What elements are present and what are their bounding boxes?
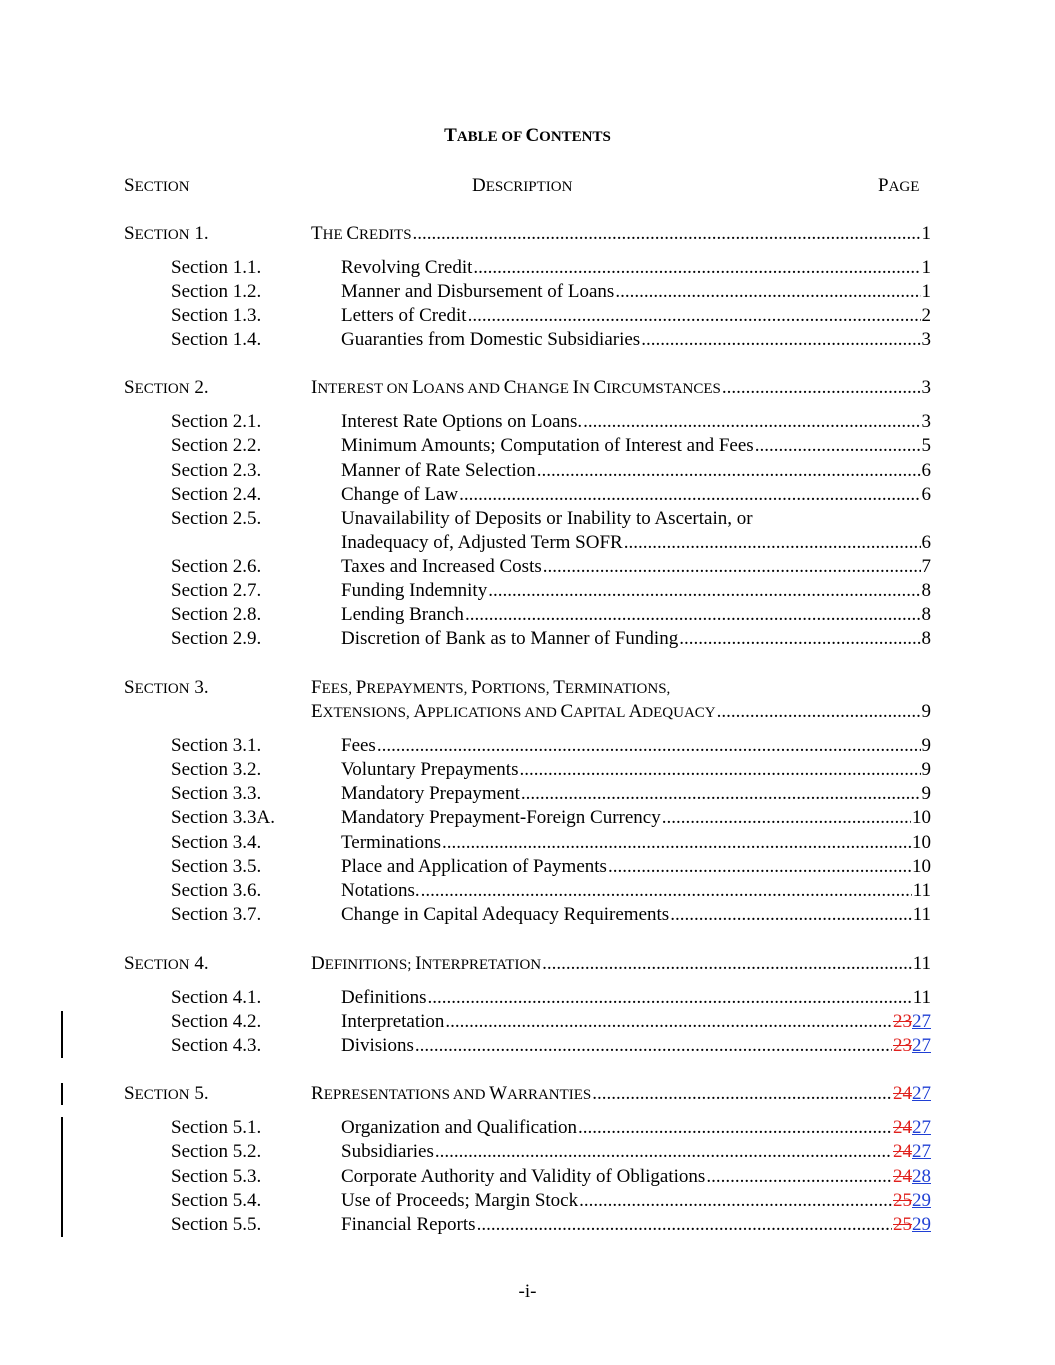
page-number: [913, 880, 931, 902]
subsection-row: [341, 1035, 931, 1057]
subsection-row: [341, 484, 931, 506]
section-number-rest: ECTION: [134, 1087, 190, 1103]
section-title-part: C: [593, 377, 607, 398]
subsection-title: Divisions: [341, 1035, 414, 1056]
page-value: 8: [921, 580, 931, 601]
section-title-part: I: [572, 377, 579, 398]
dot-leader: [488, 580, 920, 602]
subsection-row: [341, 759, 931, 781]
subsection-label: Section 5.3.: [171, 1166, 262, 1187]
subsection-label: Section 5.5.: [171, 1214, 262, 1235]
page-value: 3: [921, 377, 931, 398]
section-number-rest: ECTION: [134, 681, 190, 697]
dot-leader: [679, 628, 920, 650]
subsection-row: [341, 783, 931, 805]
subsection-title: Manner and Disbursement of Loans: [341, 281, 615, 302]
subsection-title: Guaranties from Domestic Subsidiaries: [341, 329, 641, 350]
dot-leader: [583, 411, 920, 433]
subsection-row: [341, 1117, 931, 1139]
page-value: 8: [921, 628, 931, 649]
dot-leader: [670, 904, 912, 926]
subsection-label: Section 3.3A.: [171, 807, 275, 828]
dot-leader: [465, 604, 921, 626]
subsection-row: [341, 556, 931, 578]
section-title-part: NTERPRETATION: [421, 957, 542, 973]
subsection-label: Section 3.6.: [171, 880, 262, 901]
subsection-row: [341, 329, 931, 351]
section-title-part: ARRANTIES: [507, 1087, 592, 1103]
subsection-label: Section 5.4.: [171, 1190, 262, 1211]
page-number: [893, 1035, 931, 1057]
page-number: [922, 460, 932, 482]
dot-leader: [442, 832, 911, 854]
page-value: 10: [912, 807, 931, 828]
section-title-part: EES,: [321, 681, 356, 697]
subsection-row: [341, 604, 931, 626]
page-value: 3: [921, 329, 931, 350]
subsection-label: Section 2.8.: [171, 604, 262, 625]
dot-leader: [435, 1141, 892, 1163]
page-number: [893, 1117, 931, 1139]
page-number: [893, 1214, 931, 1236]
subsection-label: Section 1.1.: [171, 257, 262, 278]
page-value: 9: [921, 701, 931, 722]
subsection-title: Funding Indemnity: [341, 580, 488, 601]
subsection-row: [341, 628, 931, 650]
section-title-row: [311, 953, 931, 975]
section-number-value: 2.: [189, 377, 209, 398]
inserted-page-number: 27: [912, 1011, 931, 1032]
subsection-row: [341, 1166, 931, 1188]
page-value: 8: [921, 604, 931, 625]
page-value: 6: [921, 484, 931, 505]
subsection-label: Section 3.5.: [171, 856, 262, 877]
page-number: [922, 701, 932, 723]
page-number: [922, 435, 932, 457]
subsection-title: Place and Application of Payments: [341, 856, 607, 877]
subsection-label: Section 5.2.: [171, 1141, 262, 1162]
subsection-row: [341, 987, 931, 1009]
section-number: [124, 1083, 209, 1105]
section-title-part: C: [346, 223, 360, 244]
page-value: 1: [921, 281, 931, 302]
page-number: [922, 759, 932, 781]
dot-leader: [445, 1011, 892, 1033]
dot-leader: [473, 257, 920, 279]
subsection-row: [341, 1214, 931, 1236]
column-header-section: SECTION: [124, 175, 190, 196]
page-number: [922, 305, 932, 327]
subsection-row: [341, 305, 931, 327]
section-title: [311, 223, 412, 245]
section-number-rest: ECTION: [134, 381, 190, 397]
subsection-label: Section 1.4.: [171, 329, 262, 350]
dot-leader: [428, 987, 912, 1009]
page-number: [912, 832, 931, 854]
deleted-page-number: 24: [893, 1166, 912, 1187]
section-title-part: T: [311, 223, 323, 244]
section-title-part: I: [415, 953, 422, 974]
section-title-part: APITAL: [573, 705, 629, 721]
subsection-row: [341, 856, 931, 878]
section-title-part: C: [560, 701, 574, 722]
page-number: [922, 329, 932, 351]
section-title-part: HANGE: [516, 381, 573, 397]
page-number-footer: -i-: [518, 1281, 537, 1302]
dot-leader: [543, 556, 921, 578]
section-title-part: PPLICATIONS AND: [427, 705, 561, 721]
section-title-part: P: [355, 677, 367, 698]
dot-leader: [641, 329, 920, 351]
section-title-part: EFINITIONS;: [324, 957, 416, 973]
subsection-title: Use of Proceeds; Margin Stock: [341, 1190, 579, 1211]
section-number-value: 1.: [189, 223, 209, 244]
page-value: 9: [921, 759, 931, 780]
section-title-part: N: [578, 381, 594, 397]
subsection-title: Revolving Credit: [341, 257, 473, 278]
dot-leader: [578, 1117, 892, 1139]
section-title-part: E: [311, 701, 323, 722]
subsection-label: Section 2.5.: [171, 508, 262, 529]
page-number: [893, 1083, 931, 1105]
change-bar: [61, 1083, 63, 1105]
subsection-row: [341, 832, 931, 854]
dot-leader: [706, 1166, 892, 1188]
subsection-row: [341, 1190, 931, 1212]
dot-leader: [459, 484, 920, 506]
toc-title: TABLE OF CONTENTS: [444, 125, 611, 146]
subsection-row: [341, 435, 931, 457]
page-number: [893, 1190, 931, 1212]
page-value: 7: [921, 556, 931, 577]
subsection-title: Corporate Authority and Validity of Obligations: [341, 1166, 706, 1187]
page-value: 6: [921, 460, 931, 481]
page-value: 9: [921, 735, 931, 756]
subsection-title: Inadequacy of, Adjusted Term SOFR: [341, 532, 623, 553]
deleted-page-number: 25: [893, 1190, 912, 1211]
section-title-part: P: [471, 677, 482, 698]
subsection-title: Minimum Amounts; Computation of Interest and Fees: [341, 435, 754, 456]
section-title-part: A: [628, 701, 643, 722]
dot-leader: [542, 953, 912, 975]
section-number-initial: S: [124, 377, 135, 398]
subsection-title: Interest Rate Options on Loans.: [341, 411, 583, 432]
section-number: [124, 953, 209, 975]
subsection-title: Mandatory Prepayment: [341, 783, 520, 804]
subsection-label: Section 3.7.: [171, 904, 262, 925]
subsection-label: Section 2.1.: [171, 411, 262, 432]
page-value: 11: [912, 987, 931, 1008]
subsection-title: Mandatory Prepayment-Foreign Currency: [341, 807, 661, 828]
section-title: [311, 701, 716, 723]
page-number: [913, 904, 931, 926]
page-number: [922, 628, 932, 650]
subsection-row: [341, 580, 931, 602]
section-number-initial: S: [124, 1083, 135, 1104]
deleted-page-number: 25: [893, 1214, 912, 1235]
page-number: [922, 281, 932, 303]
section-number-initial: S: [124, 953, 135, 974]
subsection-row: [341, 735, 931, 757]
page-number: [922, 411, 932, 433]
dot-leader: [477, 1214, 892, 1236]
section-title-part: I: [311, 377, 318, 398]
change-bar: [61, 1117, 63, 1237]
inserted-page-number: 27: [912, 1117, 931, 1138]
subsection-title: Manner of Rate Selection: [341, 460, 536, 481]
subsection-row: [341, 904, 931, 926]
dot-leader: [755, 435, 921, 457]
section-number-value: 5.: [189, 1083, 209, 1104]
page-value: 3: [921, 411, 931, 432]
page-value: 10: [912, 856, 931, 877]
page-value: 11: [912, 904, 931, 925]
subsection-row: [341, 460, 931, 482]
subsection-title: Financial Reports: [341, 1214, 476, 1235]
section-number: [124, 377, 209, 399]
subsection-title: Organization and Qualification: [341, 1117, 578, 1138]
subsection-row: [341, 532, 931, 554]
inserted-page-number: 27: [912, 1035, 931, 1056]
section-title-part: F: [311, 677, 322, 698]
section-title-row: [311, 223, 931, 245]
inserted-page-number: 27: [912, 1141, 931, 1162]
subsection-title-line: Unavailability of Deposits or Inability to Ascertain, or: [341, 508, 753, 529]
page-value: 5: [921, 435, 931, 456]
dot-leader: [722, 377, 921, 399]
subsection-title: Change of Law: [341, 484, 459, 505]
dot-leader: [717, 701, 921, 723]
subsection-title: Notations.: [341, 880, 420, 901]
section-title-part: C: [503, 377, 517, 398]
section-title-row: [311, 1083, 931, 1105]
subsection-row: [341, 807, 931, 829]
page-number: [912, 856, 931, 878]
subsection-title: Subsidiaries: [341, 1141, 434, 1162]
subsection-label: Section 4.2.: [171, 1011, 262, 1032]
dot-leader: [415, 1035, 892, 1057]
deleted-page-number: 24: [893, 1083, 912, 1104]
subsection-row: [341, 281, 931, 303]
dot-leader: [662, 807, 911, 829]
section-title-part: EPRESENTATIONS AND: [323, 1087, 490, 1103]
subsection-title: Terminations: [341, 832, 441, 853]
section-number-rest: ECTION: [134, 957, 190, 973]
subsection-row: [341, 1141, 931, 1163]
subsection-title: Change in Capital Adequacy Requirements: [341, 904, 670, 925]
subsection-label: Section 1.2.: [171, 281, 262, 302]
page-number: [922, 223, 932, 245]
inserted-page-number: 29: [912, 1214, 931, 1235]
deleted-page-number: 24: [893, 1141, 912, 1162]
subsection-label: Section 2.2.: [171, 435, 262, 456]
page-value: 6: [921, 532, 931, 553]
subsection-row: [341, 880, 931, 902]
page-number: [922, 257, 932, 279]
section-title-part: REPAYMENTS,: [366, 681, 472, 697]
section-title-part: DEQUACY: [642, 705, 716, 721]
page-value: 1: [921, 257, 931, 278]
page-number: [913, 953, 931, 975]
section-title-part: W: [489, 1083, 508, 1104]
page-number: [893, 1141, 931, 1163]
subsection-title: Definitions: [341, 987, 427, 1008]
subsection-row: [341, 1011, 931, 1033]
page-value: 11: [912, 880, 931, 901]
dot-leader: [468, 305, 921, 327]
page-number: [922, 532, 932, 554]
section-title-line: [311, 677, 670, 699]
subsection-label: Section 4.1.: [171, 987, 262, 1008]
page-value: 10: [912, 832, 931, 853]
page-number: [922, 484, 932, 506]
inserted-page-number: 27: [912, 1083, 931, 1104]
section-title-part: R: [311, 1083, 324, 1104]
section-title: [311, 1083, 591, 1105]
page-value: 11: [912, 953, 931, 974]
section-title-row: [311, 377, 931, 399]
dot-leader: [624, 532, 921, 554]
section-title-part: HE: [322, 227, 347, 243]
dot-leader: [421, 880, 912, 902]
subsection-title: Lending Branch: [341, 604, 464, 625]
subsection-row: [341, 257, 931, 279]
section-title-part: REDITS: [359, 227, 412, 243]
section-title-part: XTENSIONS,: [322, 705, 414, 721]
inserted-page-number: 29: [912, 1190, 931, 1211]
page-number: [922, 735, 932, 757]
section-title-part: IRCUMSTANCES: [606, 381, 721, 397]
subsection-label: Section 5.1.: [171, 1117, 262, 1138]
subsection-label: Section 3.2.: [171, 759, 262, 780]
dot-leader: [537, 460, 921, 482]
deleted-page-number: 23: [893, 1035, 912, 1056]
dot-leader: [579, 1190, 892, 1212]
section-number-initial: S: [124, 223, 135, 244]
section-number: [124, 223, 209, 245]
section-title: [311, 377, 721, 399]
page-value: 2: [921, 305, 931, 326]
subsection-label: Section 2.6.: [171, 556, 262, 577]
subsection-label: Section 4.3.: [171, 1035, 262, 1056]
page-number: [922, 377, 932, 399]
change-bar: [61, 1011, 63, 1058]
dot-leader: [520, 759, 921, 781]
dot-leader: [413, 223, 921, 245]
page-number: [893, 1011, 931, 1033]
section-number-rest: ECTION: [134, 227, 190, 243]
subsection-label: Section 2.9.: [171, 628, 262, 649]
section-number-value: 4.: [189, 953, 209, 974]
section-title-part: A: [413, 701, 428, 722]
subsection-label: Section 2.3.: [171, 460, 262, 481]
dot-leader: [521, 783, 921, 805]
page-number: [922, 556, 932, 578]
subsection-title: Taxes and Increased Costs: [341, 556, 542, 577]
section-number-initial: S: [124, 677, 135, 698]
page-value: 1: [921, 223, 931, 244]
page-number: [922, 580, 932, 602]
subsection-label: Section 1.3.: [171, 305, 262, 326]
subsection-title: Fees: [341, 735, 376, 756]
page-number: [893, 1166, 931, 1188]
section-number-value: 3.: [189, 677, 209, 698]
section-title-part: L: [412, 377, 424, 398]
subsection-title: Voluntary Prepayments: [341, 759, 519, 780]
subsection-title: Letters of Credit: [341, 305, 467, 326]
section-title-part: NTEREST ON: [317, 381, 413, 397]
page-number: [913, 987, 931, 1009]
subsection-label: Section 3.1.: [171, 735, 262, 756]
section-title-part: D: [311, 953, 325, 974]
column-header-description: DESCRIPTION: [472, 175, 573, 196]
subsection-label: Section 2.4.: [171, 484, 262, 505]
page-number: [922, 604, 932, 626]
subsection-title: Discretion of Bank as to Manner of Funding: [341, 628, 679, 649]
section-number: [124, 677, 209, 699]
section-title-part: OANS AND: [423, 381, 504, 397]
deleted-page-number: 23: [893, 1011, 912, 1032]
dot-leader: [377, 735, 921, 757]
page-value: 9: [921, 783, 931, 804]
dot-leader: [592, 1083, 892, 1105]
subsection-label: Section 3.3.: [171, 783, 262, 804]
section-title-part: ERMINATIONS,: [564, 681, 671, 697]
column-header-page: PAGE: [878, 175, 920, 196]
subsection-row: [341, 411, 931, 433]
section-title-row: [311, 701, 931, 723]
deleted-page-number: 24: [893, 1117, 912, 1138]
subsection-label: Section 3.4.: [171, 832, 262, 853]
section-title-part: T: [553, 677, 565, 698]
dot-leader: [608, 856, 911, 878]
inserted-page-number: 28: [912, 1166, 931, 1187]
page-number: [912, 807, 931, 829]
section-title-part: ORTIONS,: [481, 681, 554, 697]
page-number: [922, 783, 932, 805]
subsection-label: Section 2.7.: [171, 580, 262, 601]
dot-leader: [615, 281, 920, 303]
subsection-title: Interpretation: [341, 1011, 445, 1032]
section-title: [311, 953, 541, 975]
